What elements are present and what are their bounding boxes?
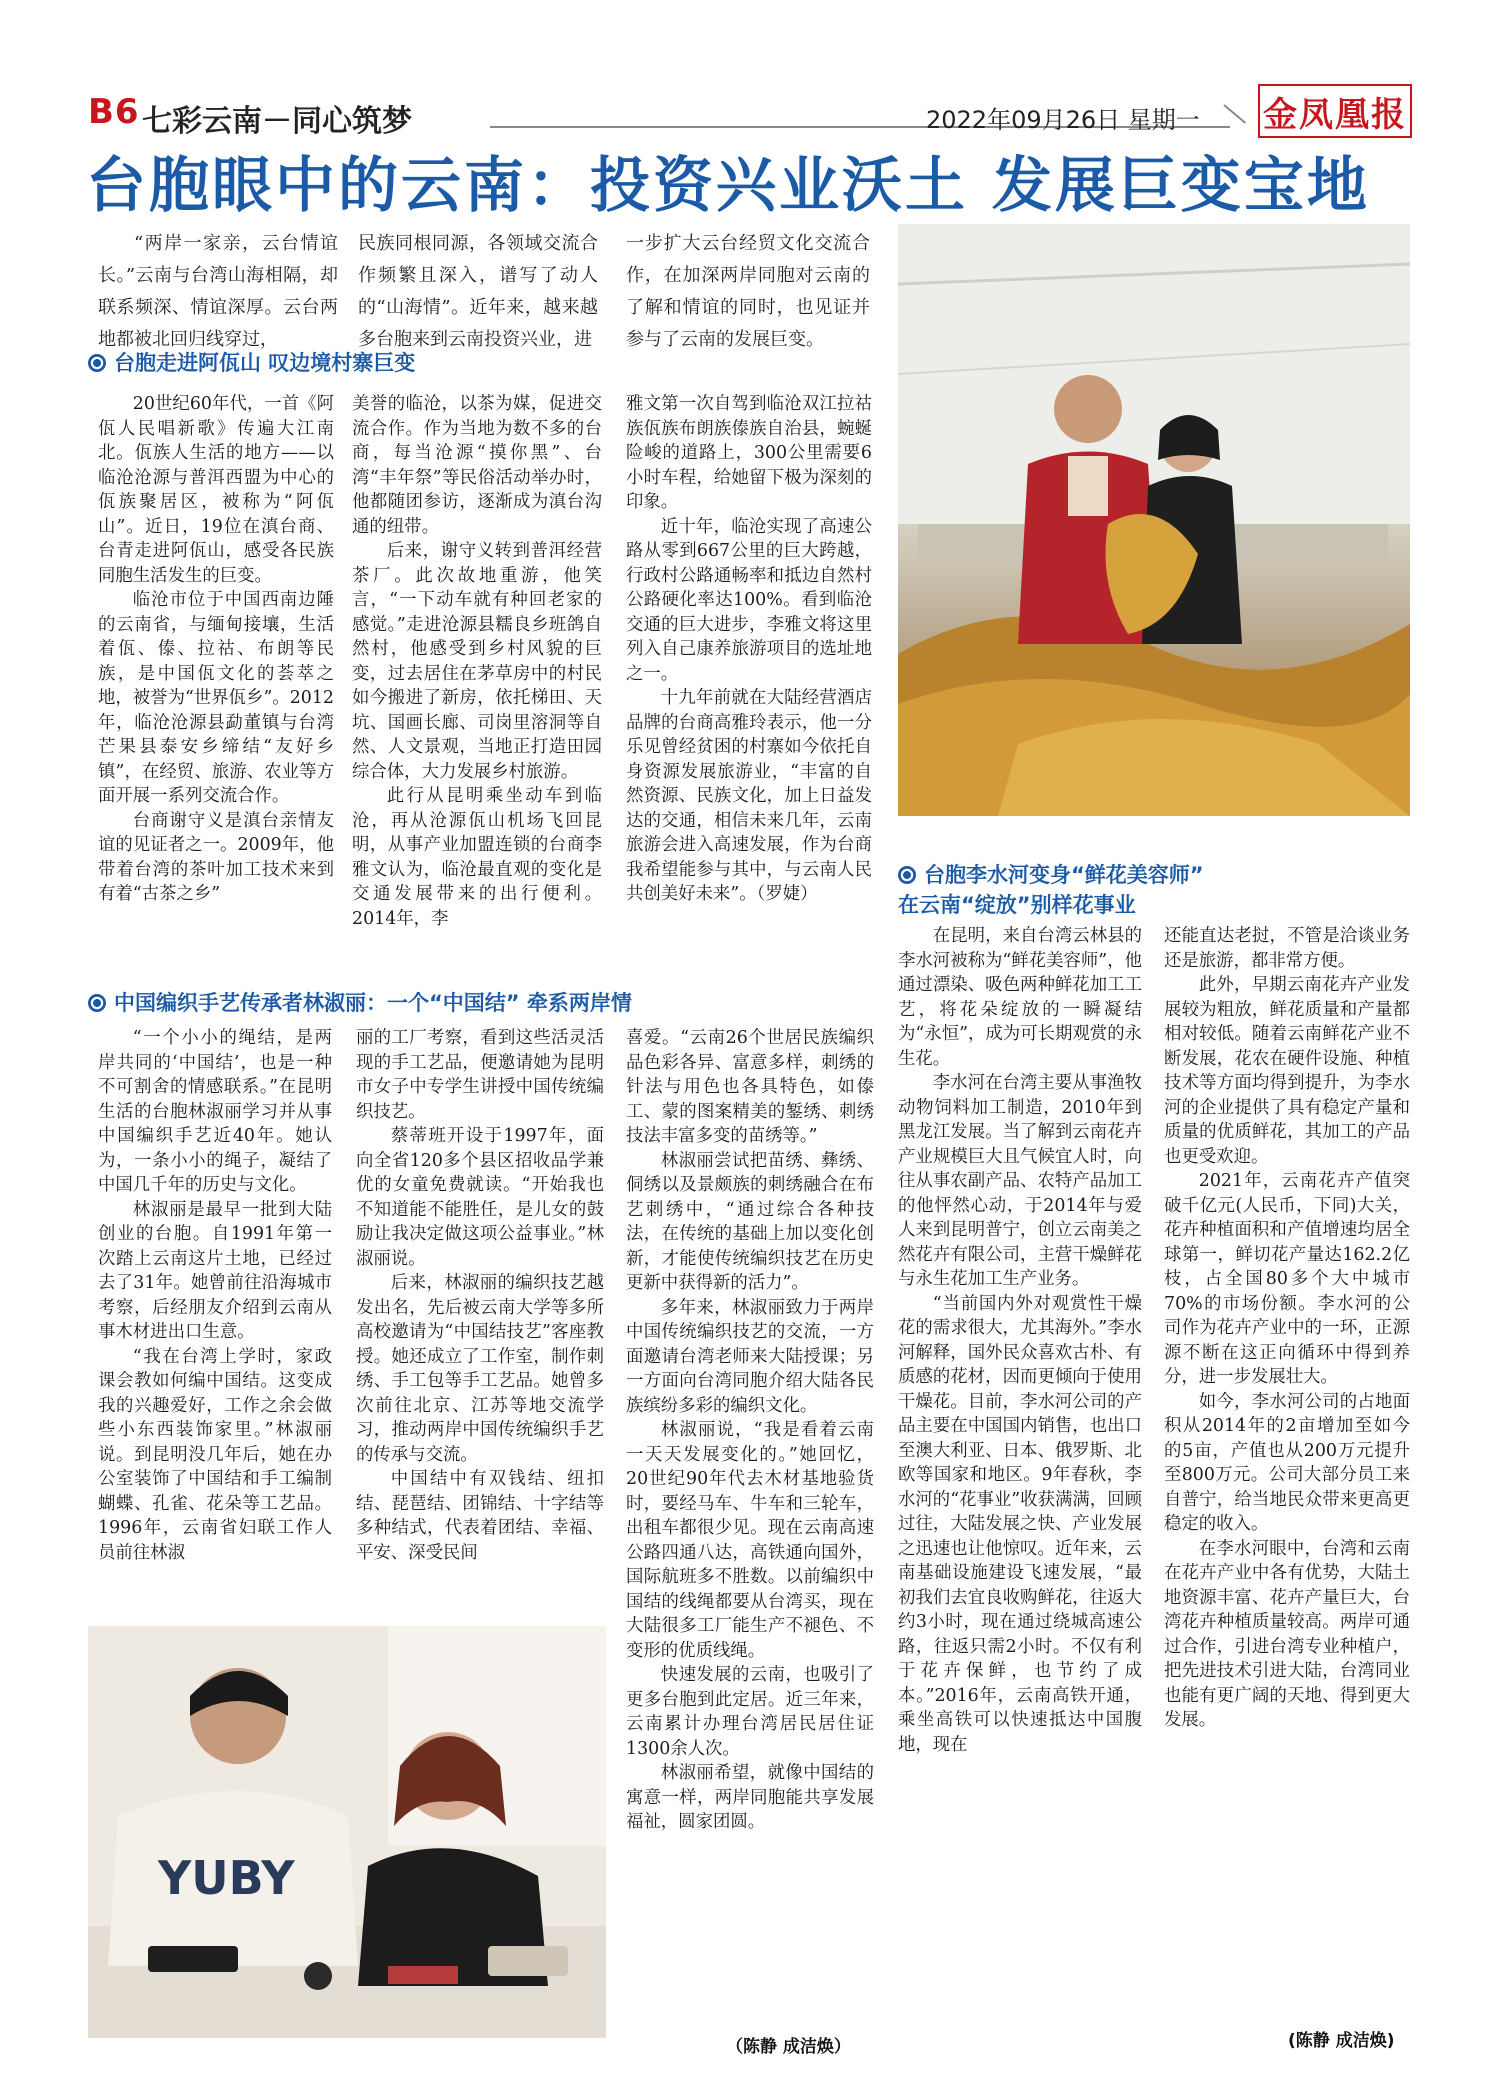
section-heading-2-text: 中国编织手艺传承者林淑丽：一个“中国结” 牵系两岸情 bbox=[114, 991, 632, 1015]
paragraph: 2021年，云南花卉产值突破千亿元(人民币，下同)大关，花卉种植面积和产值增速均居全球第一，鲜切花产量达162.2亿枝，占全国80多个大中城市70%的市场份额。李水河的公司作为花卉产业中的一环，正源源不断在这正向循环中得到养分，进一步发展壮大。 bbox=[1164, 1171, 1410, 1387]
paragraph: 如今，李水河公司的占地面积从2014年的2亩增加至如今的5亩，产值也从200万元提升至800万元。公司大部分员工来自普宁，给当地民众带来更高更稳定的收入。 bbox=[1164, 1391, 1410, 1534]
section-heading-1-text: 台胞走进阿佤山 叹边境村寨巨变 bbox=[114, 351, 416, 375]
paragraph: 林淑丽希望，就像中国结的寓意一样，两岸同胞能共享发展福祉，圆家团圆。 bbox=[626, 1763, 874, 1832]
paragraph: 十九年前就在大陆经营酒店品牌的台商高雅玲表示，他一分乐见曾经贫困的村寨如今依托自身资源发展旅游业，“丰富的自然资源、民族文化，加上日益发达的交通，相信未来几年，云南旅游会进入高速发展，作为台商我希望能参与其中，与云南人民共创美好未来”。（罗婕） bbox=[626, 688, 872, 904]
paragraph: 林淑丽尝试把苗绣、彝绣、侗绣以及景颇族的刺绣融合在布艺刺绣中，“通过综合各种技法，在传统的基础上加以变化创新，才能使传统编织技艺在历史更新中获得新的活力”。 bbox=[626, 1150, 874, 1293]
paragraph: 林淑丽说，“我是看着云南一天天发展变化的。”她回忆，20世纪90年代去木材基地验货时，要经马车、牛车和三轮车，出租车都很少见。现在云南高速公路四通八达，高铁通向国外，国际航班多不胜数。以前编织中国结的线绳都要从台湾买，现在大陆很多工厂能生产不褪色、不变形的优质线绳。 bbox=[626, 1420, 874, 1661]
section-heading-3 bbox=[898, 860, 1338, 920]
issue-date: 2022年09月26日 星期一 bbox=[926, 106, 1200, 134]
section-heading-2 bbox=[88, 988, 632, 1018]
paragraph: 林淑丽是最早一批到大陆创业的台胞。自1991年第一次踏上云南这片土地，已经过去了31年。她曾前往沿海城市考察，后经朋友介绍到云南从事木材进出口生意。 bbox=[98, 1199, 332, 1342]
paragraph: 多年来，林淑丽致力于两岸中国传统编织技艺的交流，一方面邀请台湾老师来大陆授课；另一方面向台湾同胞介绍大陆各民族缤纷多彩的编织文化。 bbox=[626, 1297, 874, 1416]
article3-col1 bbox=[898, 924, 1142, 2024]
article2-col2 bbox=[356, 1026, 604, 1628]
newspaper-logo: 金凤凰报 bbox=[1258, 84, 1412, 138]
article1-col1 bbox=[98, 392, 334, 966]
article1-col2 bbox=[352, 392, 602, 966]
header-divider bbox=[1223, 104, 1246, 124]
section-heading-1 bbox=[88, 348, 415, 378]
paragraph: 此外，早期云南花卉产业发展较为粗放，鲜花质量和产量都相对较低。随着云南鲜花产业不断发展，花农在硬件设施、种植技术等方面均得到提升，为李水河的企业提供了具有稳定产量和质量的优质鲜花，其加工的产品也更受欢迎。 bbox=[1164, 975, 1410, 1167]
article2-byline: （陈静 成洁焕） bbox=[726, 2037, 851, 2057]
paragraph: 台商谢守义是滇台亲情友谊的见证者之一。2009年，他带着台湾的茶叶加工技术来到有着“古茶之乡” bbox=[98, 810, 334, 904]
headline: 台胞眼中的云南：投资兴业沃土 发展巨变宝地 bbox=[86, 151, 1370, 221]
paragraph: 临沧市位于中国西南边陲的云南省，与缅甸接壤，生活着佤、傣、拉祜、布朗等民族，是中国佤文化的荟萃之地，被誉为“世界佤乡”。2012年，临沧沧源县勐董镇与台湾芒果县泰安乡缔结“友好乡镇”，在经贸、旅游、农业等方面开展一系列交流合作。 bbox=[98, 590, 334, 806]
photo-knot-weaving-illustration bbox=[88, 1626, 606, 2038]
article2-col3 bbox=[626, 1026, 874, 2026]
paragraph: 丽的工厂考察，看到这些活灵活现的手工艺品，便邀请她为昆明市女子中专学生讲授中国传统编织技艺。 bbox=[356, 1028, 604, 1122]
photo-knot-weaving bbox=[88, 1626, 606, 2038]
intro-col-1: “两岸一家亲，云台情谊长。”云南与台湾山海相隔，却联系频深、情谊深厚。云台两地都被北回归线穿过， bbox=[98, 233, 338, 350]
article1-col3 bbox=[626, 392, 872, 966]
paragraph: 蔡蒂班开设于1997年，面向全省120多个县区招收品学兼优的女童免费就读。“开始我也不知道能不能胜任，是儿女的鼓励让我决定做这项公益事业。”林淑丽说。 bbox=[356, 1126, 604, 1269]
paragraph: 在昆明，来自台湾云林县的李水河被称为“鲜花美容师”，他通过漂染、吸色两种鲜花加工工艺，将花朵绽放的一瞬凝结为“永恒”，成为可长期观赏的永生花。 bbox=[898, 926, 1142, 1069]
section-title: 七彩云南－同心筑梦 bbox=[142, 104, 412, 139]
paragraph: “当前国内外对观赏性干燥花的需求很大，尤其海外。”李水河解释，国外民众喜欢古朴、有质感的花材，因而更倾向于使用干燥花。目前，李水河公司的产品主要在中国国内销售，也出口至澳大利亚、日本、俄罗斯、北欧等国家和地区。9年春秋，李水河的“花事业”收获满满，回顾过往，大陆发展之快、产业发展之迅速也让他惊叹。近年来，云南基础设施建设飞速发展，“最初我们去宜良收购鲜花，往返大约3小时，现在通过绕城高速公路，往返只需2小时。不仅有利于花卉保鲜，也节约了成本。”2016年，云南高铁开通，乘坐高铁可以快速抵达中国腹地，现在 bbox=[898, 1293, 1142, 1755]
photo-rice-harvest bbox=[898, 224, 1410, 816]
article3-col2 bbox=[1164, 924, 1410, 2024]
article3-byline: (陈静 成洁焕) bbox=[1288, 2031, 1395, 2051]
page-number: B6 bbox=[88, 92, 140, 132]
paragraph: 快速发展的云南，也吸引了更多台胞到此定居。近三年来，云南累计办理台湾居民居住证1300余人次。 bbox=[626, 1665, 874, 1759]
paragraph: 在李水河眼中，台湾和云南在花卉产业中各有优势，大陆土地资源丰富、花卉产量巨大，台湾花卉种植质量较高。两岸可通过合作，引进台湾专业种植户，把先进技术引进大陆，台湾同业也能有更广阔的天地、得到更大发展。 bbox=[1164, 1538, 1410, 1730]
photo-rice-harvest-illustration bbox=[898, 224, 1410, 816]
paragraph: 后来，林淑丽的编织技艺越发出名，先后被云南大学等多所高校邀请为“中国结技艺”客座教授。她还成立了工作室，制作刺绣、手工包等手工艺品。她曾多次前往北京、江苏等地交流学习，推动两岸中国传统编织手艺的传承与交流。 bbox=[356, 1273, 604, 1465]
paragraph: “一个小小的绳结，是两岸共同的‘中国结’，也是一种不可割舍的情感联系。”在昆明生活的台胞林淑丽学习并从事中国编织手艺近40年。她认为，一条小小的绳子，凝结了中国几千年的历史与文化。 bbox=[98, 1028, 332, 1195]
sun-icon bbox=[88, 354, 106, 372]
intro-col-3: 一步扩大云台经贸文化交流合作，在加深两岸同胞对云南的了解和情谊的同时，也见证并参与了云南的发展巨变。 bbox=[626, 233, 870, 350]
paragraph: 后来，谢守义转到普洱经营茶厂。此次故地重游，他笑言，“一下动车就有种回老家的感觉。”走进沧源县糯良乡班鸽自然村，他感受到乡村风貌的巨变，过去居住在茅草房中的村民如今搬进了新房，依托梯田、天坑、国画长廊、司岗里溶洞等自然、人文景观，当地正打造田园综合体，大力发展乡村旅游。 bbox=[352, 541, 602, 782]
paragraph: 此行从昆明乘坐动车到临沧，再从沧源佤山机场飞回昆明，从事产业加盟连锁的台商李雅文认为，临沧最直观的变化是交通发展带来的出行便利。2014年，李 bbox=[352, 786, 602, 929]
shirt-print: YUBY bbox=[158, 1851, 295, 1905]
paragraph: 雅文第一次自驾到临沧双江拉祜族佤族布朗族傣族自治县，蜿蜒险峻的道路上，300公里需要6小时车程，给她留下极为深刻的印象。 bbox=[626, 394, 872, 512]
paragraph: 近十年，临沧实现了高速公路从零到667公里的巨大跨越，行政村公路通畅率和抵边自然村公路硬化率达100%。看到临沧交通的巨大进步，李雅文将这里列入自己康养旅游项目的选址地之一。 bbox=[626, 516, 872, 684]
sun-icon bbox=[898, 866, 916, 884]
paragraph: 李水河在台湾主要从事渔牧动物饲料加工制造，2010年到黑龙江发展。当了解到云南花卉产业规模巨大且气候宜人时，向往从事农副产品、农特产品加工的他怦然心动，于2014年与爱人来到昆明普宁，创立云南美之然花卉有限公司，主营干燥鲜花与永生花加工生产业务。 bbox=[898, 1073, 1142, 1289]
paragraph: 还能直达老挝，不管是洽谈业务还是旅游，都非常方便。 bbox=[1164, 926, 1410, 971]
paragraph: “我在台湾上学时，家政课会教如何编中国结。这变成我的兴趣爱好，工作之余会做些小东西装饰家里。”林淑丽说。到昆明没几年后，她在办公室装饰了中国结和手工编制蝴蝶、孔雀、花朵等工艺品。1996年，云南省妇联工作人员前往林淑 bbox=[98, 1346, 332, 1563]
paragraph: 美誉的临沧，以茶为媒，促进交流合作。作为当地为数不多的台商，每当沧源“摸你黑”、台湾“丰年祭”等民俗活动举办时，他都随团参访，逐渐成为滇台沟通的纽带。 bbox=[352, 394, 602, 537]
sun-icon bbox=[88, 994, 106, 1012]
intro-col-2: 民族同根同源，各领域交流合作频繁且深入，谱写了动人的“山海情”。近年来，越来越多台胞来到云南投资兴业，进 bbox=[358, 233, 598, 350]
section-heading-3-text: 台胞李水河变身“鲜花美容师” 在云南“绽放”别样花事业 bbox=[898, 863, 1204, 917]
paragraph: 喜爱。“云南26个世居民族编织品色彩各异、富意多样，刺绣的针法与用色也各具特色，如傣工、蒙的图案精美的錾绣、刺绣技法丰富多变的苗绣等。” bbox=[626, 1028, 874, 1146]
article2-col1 bbox=[98, 1026, 332, 1628]
paragraph: 20世纪60年代，一首《阿佤人民唱新歌》传遍大江南北。佤族人生活的地方——以临沧沧源与普洱西盟为中心的佤族聚居区，被称为“阿佤山”。近日，19位在滇台商、台青走进阿佤山，感受各民族同胞生活发生的巨变。 bbox=[98, 394, 334, 586]
paragraph: 中国结中有双钱结、纽扣结、琵琶结、团锦结、十字结等多种结式，代表着团结、幸福、平安、深受民间 bbox=[356, 1469, 604, 1563]
